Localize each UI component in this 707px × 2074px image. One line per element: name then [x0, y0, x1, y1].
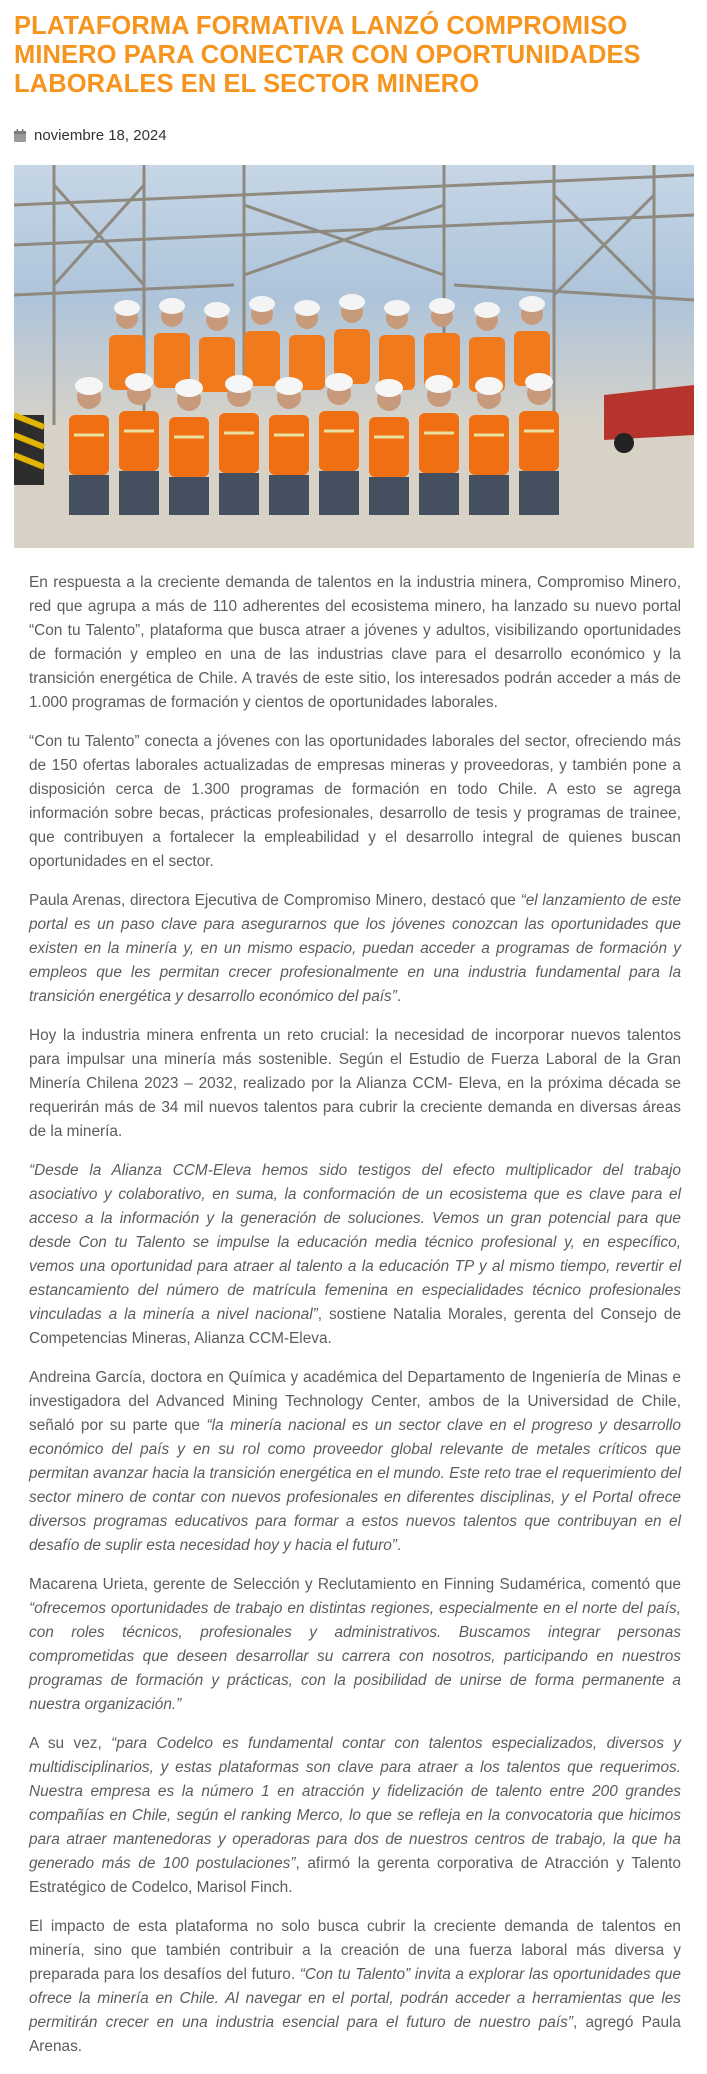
paragraph-8: A su vez, “para Codelco es fundamental contar con talentos especializados, diversos y multidisciplinarios, y estas plataformas son clave para atraer a los talentos que requerimos. Nuestra empresa es la número 1 en atracción y fidelización de talento entre 200 grandes compañías en Chile, según el ranking Merco, lo que se refleja en la convocatoria que hicimos para atraer mantenedoras y operadoras para dos de nuestros centros de trabajo, la que ha generado más de 100 postulaciones”, afirmó la gerenta corporativa de Atracción y Talento Estratégico de Codelco, Marisol Finch.	[29, 1735, 681, 1896]
quote: “ofrecemos oportunidades de trabajo en distintas regiones, especialmente en el norte del país, con roles técnicos, profesionales y administrativos. Buscamos integrar personas comprometidas que deseen desarrollar su carrera con nosotros, participando en nuestros programas de formación y prácticas, con la posibilidad de unirse de forma permanente a nuestra organización.”	[29, 1600, 681, 1713]
calendar-icon	[14, 129, 26, 142]
hero-image	[14, 165, 694, 548]
paragraph-3: Paula Arenas, directora Ejecutiva de Compromiso Minero, destacó que “el lanzamiento de este portal es un paso clave para asegurarnos que los jóvenes conozcan las oportunidades que existen en la minería y, en un mismo espacio, puedan acceder a programas de formación y empleos que les permitan crecer profesionalmente en una industria fundamental para la transición energética y desarrollo económico del país”.	[29, 892, 682, 1005]
paragraph-1: En respuesta a la creciente demanda de talentos en la industria minera, Compromiso Minero, red que agrupa a más de 110 adherentes del ecosistema minero, ha lanzado su nuevo portal “Con tu Talento”, plataforma que busca atraer a jóvenes y adultos, visibilizando oportunidades de formación y empleo en una de las industrias clave para el desarrollo económico y la transición energética de Chile. A través de este sitio, los interesados podrán acceder a más de 1.000 programas de formación y cientos de oportunidades laborales.	[29, 574, 681, 711]
paragraph-4: Hoy la industria minera enfrenta un reto crucial: la necesidad de incorporar nuevos talentos para impulsar una minería más sostenible. Según el Estudio de Fuerza Laboral de la Gran Minería Chilena 2023 – 2032, realizado por la Alianza CCM- Eleva, en la próxima década se requerirán más de 34 mil nuevos talentos para cubrir la creciente demanda en diversas áreas de la minería.	[29, 1027, 681, 1140]
article-title: PLATAFORMA FORMATIVA LANZÓ COMPROMISO MINERO PARA CONECTAR CON OPORTUNIDADES LABORALES EN EL SECTOR MINERO	[14, 12, 641, 98]
post-date[interactable]: noviembre 18, 2024	[34, 126, 167, 144]
quote: “Desde la Alianza CCM-Eleva hemos sido testigos del efecto multiplicador del trabajo asociativo y colaborativo, en suma, la conformación de un ecosistema que es clave para el acceso a la información y la generación de soluciones. Vemos un gran potencial para que desde Con tu Talento se impulse la educación media técnico profesional y, en específico, vemos una oportunidad para atraer al talento a la educación TP y al mismo tiempo, revertir el estancamiento del número de matrícula femenina en especialidades técnico profesionales vinculadas a la minería a nivel nacional”	[29, 1162, 681, 1323]
post-meta	[14, 125, 694, 145]
paragraph-2: “Con tu Talento” conecta a jóvenes con las oportunidades laborales del sector, ofreciendo más de 150 ofertas laborales actualizadas de empresas mineras y proveedoras, y también pone a disposición cerca de 1.300 programas de formación en todo Chile. A esto se agrega información sobre becas, prácticas profesionales, desarrollo de tesis y programas de trainee, que contribuyen a fortalecer la empleabilidad y el desarrollo integral de quienes buscan oportunidades en el sector.	[29, 733, 681, 870]
paragraph-7: Macarena Urieta, gerente de Selección y Reclutamiento en Finning Sudamérica, comentó que “ofrecemos oportunidades de trabajo en distintas regiones, especialmente en el norte del país, con roles técnicos, profesionales y administrativos. Buscamos integrar personas comprometidas que deseen desarrollar su carrera con nosotros, participando en nuestros programas de formación y prácticas, con la posibilidad de unirse de forma permanente a nuestra organización.”	[29, 1576, 681, 1713]
quote: “la minería nacional es un sector clave en el progreso y desarrollo económico del país y en su rol como proveedor global relevante de metales críticos que permitan avanzar hacia la transición energética en el mundo. Este reto trae el requerimiento del sector minero de contar con nuevos profesionales en diferentes disciplinas, y el Portal ofrece diversos programas educativos para formar a estos nuevos talentos que contribuyan en el desafío de suplir esta necesidad hoy y hacia el futuro”	[29, 1417, 681, 1554]
article-container	[14, 0, 694, 548]
quote: “Con tu Talento” invita a explorar las oportunidades que ofrece la minería en Chile. Al navegar en el portal, podrán acceder a herramientas que les permitirán crecer en una industria esencial para el futuro de nuestro país”	[29, 1966, 681, 2031]
paragraph-6: Andreina García, doctora en Química y académica del Departamento de Ingeniería de Minas e investigadora del Advanced Mining Technology Center, ambos de la Universidad de Chile, señaló por su parte que “la minería nacional es un sector clave en el progreso y desarrollo económico del país y en su rol como proveedor global relevante de metales críticos que permitan avanzar hacia la transición energética en el mundo. Este reto trae el requerimiento del sector minero de contar con nuevos profesionales en diferentes disciplinas, y el Portal ofrece diversos programas educativos para formar a estos nuevos talentos que contribuyan en el desafío de suplir esta necesidad hoy y hacia el futuro”.	[29, 1369, 681, 1554]
paragraph-9: El impacto de esta plataforma no solo busca cubrir la creciente demanda de talentos en minería, sino que también contribuir a la creación de una fuerza laboral más diversa y preparada para los desafíos del futuro. “Con tu Talento” invita a explorar las oportunidades que ofrece la minería en Chile. Al navegar en el portal, podrán acceder a herramientas que les permitirán crecer en una industria esencial para el futuro de nuestro país”, agregó Paula Arenas.	[29, 1918, 681, 2055]
paragraph-5: “Desde la Alianza CCM-Eleva hemos sido testigos del efecto multiplicador del trabajo asociativo y colaborativo, en suma, la conformación de un ecosistema que es clave para el acceso a la información y la generación de soluciones. Vemos un gran potencial para que desde Con tu Talento se impulse la educación media técnico profesional y, en específico, vemos una oportunidad para atraer al talento a la educación TP y al mismo tiempo, revertir el estancamiento del número de matrícula femenina en especialidades técnico profesionales vinculadas a la minería a nivel nacional”, sostiene Natalia Morales, gerenta del Consejo de Competencias Mineras, Alianza CCM-Eleva.	[29, 1162, 682, 1347]
article-body	[29, 571, 681, 2074]
quote: “para Codelco es fundamental contar con talentos especializados, diversos y multidisciplinarios, y estas plataformas son clave para atraer a los talentos que requerimos. Nuestra empresa es la número 1 en atracción y fidelización de talento entre 200 grandes compañías en Chile, según el ranking Merco, lo que se refleja en la convocatoria que hicimos para atraer mantenedoras y operadoras para dos de nuestros centros de trabajo, la que ha generado más de 100 postulaciones”	[29, 1735, 681, 1872]
quote: “el lanzamiento de este portal es un paso clave para asegurarnos que los jóvenes conozcan las oportunidades que existen en la minería y, en un mismo espacio, puedan acceder a programas de formación y empleos que les permitan crecer profesionalmente en una industria fundamental para la transición energética y desarrollo económico del país”	[29, 892, 682, 1005]
